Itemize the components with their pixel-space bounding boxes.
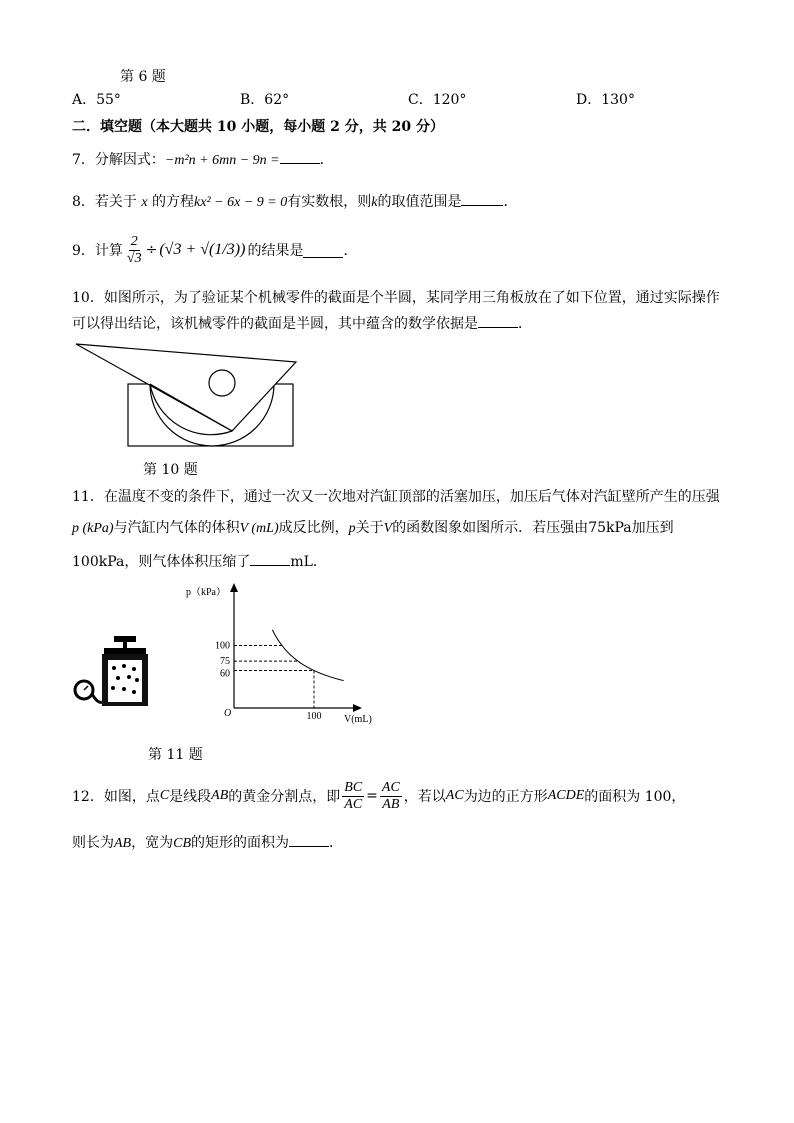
x-axis-label: V(mL) <box>344 714 372 725</box>
q11-cylinder-illustration <box>72 632 162 712</box>
q11-answer-blank[interactable] <box>250 551 290 566</box>
question-8: 8．若关于 x 的方程kx² − 6x − 9 = 0有实数根，则k的取值范围是 ． <box>72 191 517 211</box>
q10-line-1: 10．如图所示，为了验证某个机械零件的截面是个半圆，某同学用三角板放在了如下位置，通过实际操作 <box>72 290 720 306</box>
question-7: 7．分解因式：−m²n + 6mn − 9n = ． <box>72 149 334 169</box>
piston-handle <box>114 636 136 642</box>
q7-expression: −m²n + 6mn − 9n = <box>164 153 280 168</box>
q11-line-1: 11．在温度不变的条件下，通过一次又一次地对汽缸顶部的活塞加压，加压后气体对汽缸壁所产生的压强 <box>72 489 720 505</box>
section-heading: 二．填空题（本大题共 10 小题，每小题 2 分，共 20 分） <box>72 119 444 135</box>
q6-option-b: B．62° <box>240 92 290 108</box>
q6-option-d: D．130° <box>576 92 635 108</box>
q6-option-a: A．55° <box>72 92 121 108</box>
q9-answer-blank[interactable] <box>303 243 343 258</box>
q6-option-c: C．120° <box>408 92 467 108</box>
q12-line-2: 则长为AB，宽为CB的矩形的面积为 ． <box>72 832 343 852</box>
q11-graph <box>180 580 380 725</box>
q9-parenthesis-expression: (√3 + √(1/3)) <box>159 241 246 258</box>
y-tick-75: 75 <box>220 656 230 668</box>
x-tick-100: 100 <box>306 711 322 722</box>
x-axis-arrow <box>353 704 362 712</box>
y-axis-label: p（kPa） <box>186 587 226 598</box>
q12-answer-blank[interactable] <box>289 832 329 847</box>
q7-answer-blank[interactable] <box>280 149 320 164</box>
q11-line-2: p (kPa)与汽缸内气体的体积V (mL)成反比例，p关于V的函数图象如图所示．若压强由75kPa加压到 <box>72 520 674 536</box>
q6-caption: 第 6 题 <box>120 69 166 85</box>
q10-caption: 第 10 题 <box>143 462 198 478</box>
origin-label: O <box>224 708 232 719</box>
triangle-hole <box>209 370 235 396</box>
inverse-curve <box>272 630 343 681</box>
q10-figure <box>74 338 300 452</box>
q8-answer-blank[interactable] <box>461 191 503 206</box>
q12-fraction-bc-ac: $\frac{BC}{AC}$ <box>344 779 363 812</box>
q9-fraction: $\frac{2}{√3}$ <box>126 233 142 266</box>
y-tick-100: 100 <box>215 640 230 652</box>
q10-answer-blank[interactable] <box>478 313 518 328</box>
y-axis-arrow <box>230 583 238 592</box>
q8-equation: kx² − 6x − 9 = 0 <box>194 195 288 210</box>
q11-line-3: 100kPa，则气体体积压缩了 mL． <box>72 551 327 571</box>
q12-line-1: 12．如图，点 C 是线段 AB 的黄金分割点，即 $\frac{BC}{AC}$ = $\frac{AC}{AB}$ ，若以 AC 为边的正方形 ACDE 的面积为 100， <box>72 779 686 812</box>
question-9: 9．计算 $\frac{2}{√3}$ ÷ (√3 + √(1/3)) 的结果是 ． <box>72 233 358 266</box>
q10-line-2: 可以得出结论，该机械零件的截面是半圆，其中蕴含的数学依据是 ． <box>72 313 532 333</box>
q12-fraction-ac-ab: $\frac{AC}{AB}$ <box>381 779 400 812</box>
y-tick-60: 60 <box>220 668 230 680</box>
q11-caption: 第 11 题 <box>148 747 203 763</box>
